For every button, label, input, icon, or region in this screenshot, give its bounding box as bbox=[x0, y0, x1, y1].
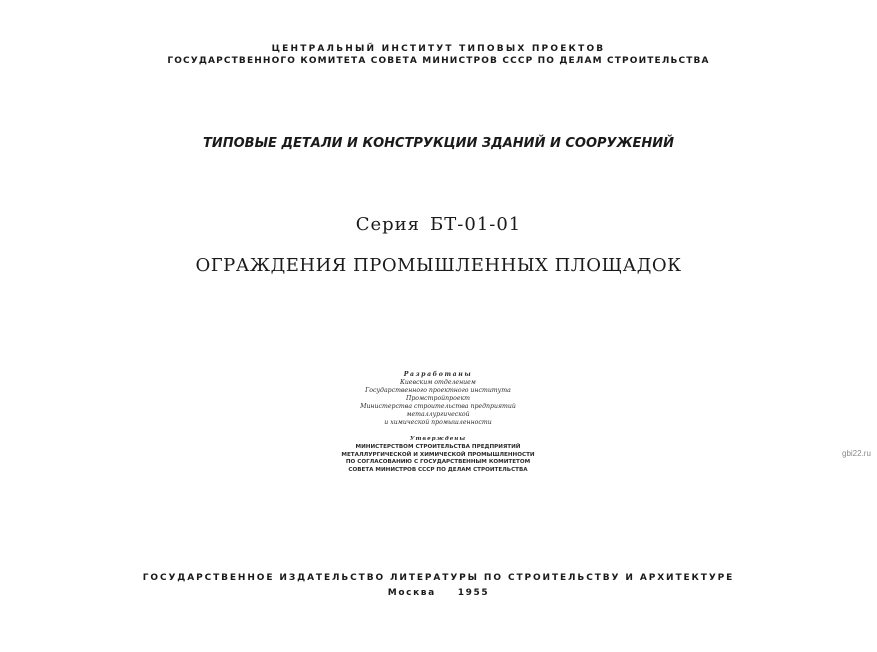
developed-line: Министерства строительства предприятий металлургической bbox=[360, 403, 516, 418]
document-title: ОГРАЖДЕНИЯ ПРОМЫШЛЕННЫХ ПЛОЩАДОК bbox=[195, 255, 682, 276]
developed-line: и химической промышленности bbox=[384, 419, 492, 426]
developed-heading: Разработаны bbox=[403, 371, 473, 378]
institute-name: ЦЕНТРАЛЬНЫЙ ИНСТИТУТ ТИПОВЫХ ПРОЕКТОВ bbox=[271, 44, 606, 54]
approved-line: СОВЕТА МИНИСТРОВ СССР ПО ДЕЛАМ СТРОИТЕЛЬСТВА bbox=[348, 467, 528, 474]
series-line bbox=[0, 214, 877, 235]
series-label: Серия bbox=[355, 214, 421, 235]
approved-by-block bbox=[336, 436, 540, 475]
approved-line: ПО СОГЛАСОВАНИЮ С ГОСУДАРСТВЕННЫМ КОМИТЕТОМ bbox=[345, 459, 531, 466]
developed-by-block bbox=[336, 371, 540, 427]
approved-heading: Утверждены bbox=[409, 436, 467, 442]
series-code: БТ-01-01 bbox=[430, 214, 522, 235]
approved-line: МИНИСТЕРСТВОМ СТРОИТЕЛЬСТВА ПРЕДПРИЯТИЙ bbox=[355, 443, 521, 450]
site-watermark: gbi22.ru bbox=[842, 449, 871, 458]
approved-line: МЕТАЛЛУРГИЧЕСКОЙ И ХИМИЧЕСКОЙ ПРОМЫШЛЕННОСТИ bbox=[341, 451, 535, 458]
imprint-line bbox=[0, 588, 877, 598]
developed-line: Государственного проектного института Промстройпроект bbox=[365, 387, 511, 402]
publisher-name: ГОСУДАРСТВЕННОЕ ИЗДАТЕЛЬСТВО ЛИТЕРАТУРЫ ПО СТРОИТЕЛЬСТВУ И АРХИТЕКТУРЕ bbox=[142, 573, 735, 583]
developed-line: Киевским отделением bbox=[400, 379, 476, 386]
collection-subtitle: ТИПОВЫЕ ДЕТАЛИ И КОНСТРУКЦИИ ЗДАНИЙ И СООРУЖЕНИЙ bbox=[202, 136, 675, 151]
imprint-city: Москва bbox=[387, 588, 436, 598]
committee-name: ГОСУДАРСТВЕННОГО КОМИТЕТА СОВЕТА МИНИСТРОВ СССР ПО ДЕЛАМ СТРОИТЕЛЬСТВА bbox=[167, 56, 710, 66]
imprint-year: 1955 bbox=[457, 588, 490, 598]
